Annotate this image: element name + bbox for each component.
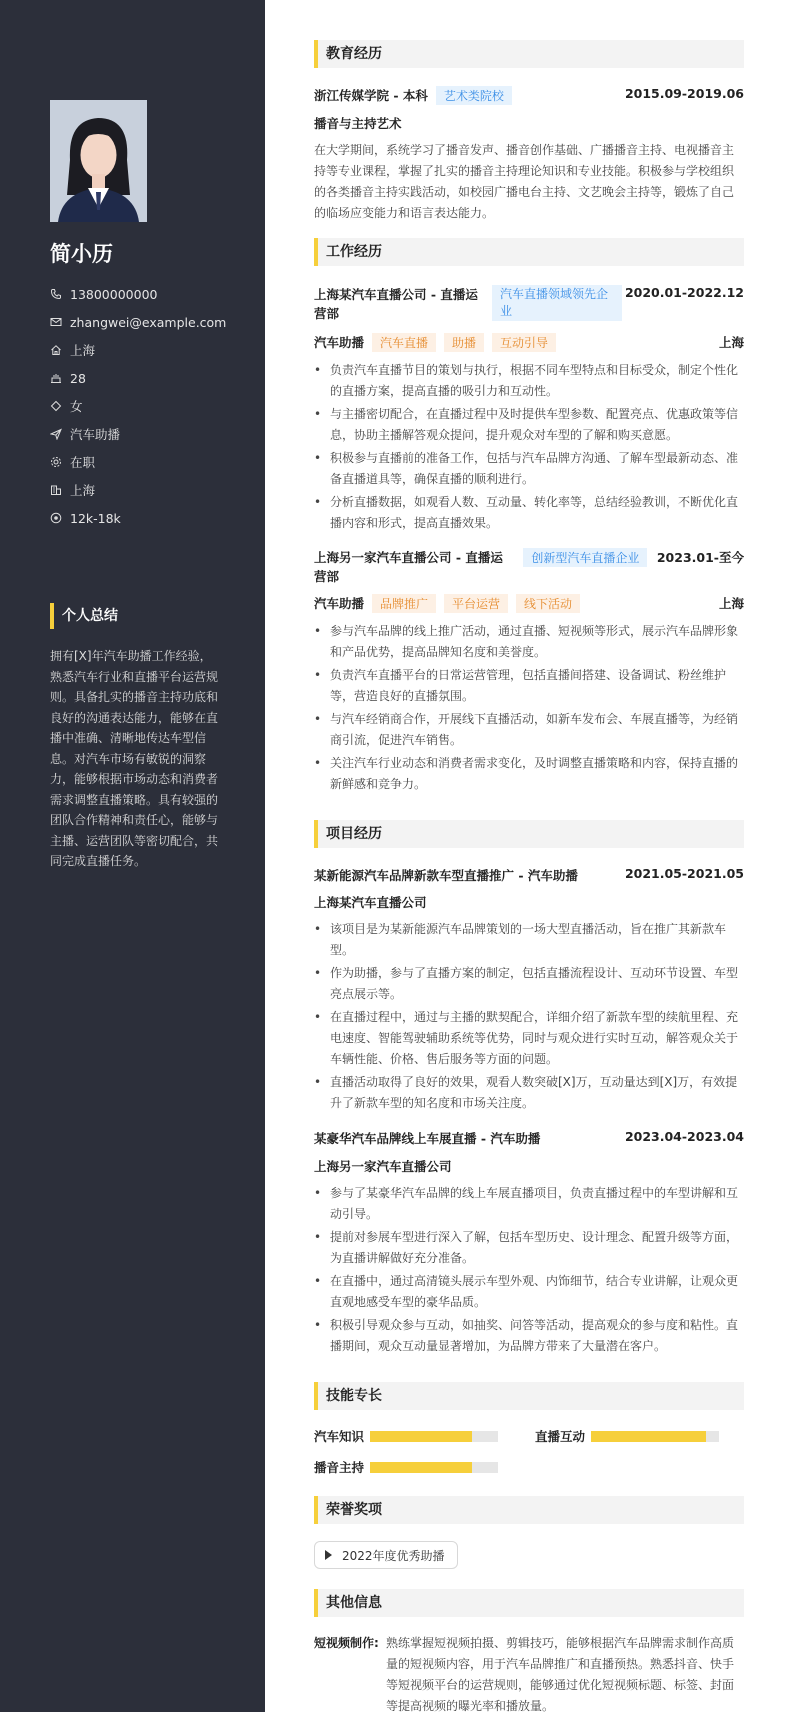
job-city: 上海 — [718, 335, 744, 350]
award-item — [314, 1541, 458, 1569]
project-company: 上海另一家汽车直播公司 — [314, 1159, 452, 1174]
job-role-row — [314, 594, 744, 613]
job-tag: 汽车直播 — [372, 333, 436, 352]
project-header — [314, 866, 744, 884]
info-position — [50, 420, 226, 448]
job-company: 上海另一家汽车直播公司 - 直播运营部 — [314, 550, 503, 584]
skill-item — [314, 1458, 364, 1476]
work-section-title: 工作经历 — [314, 238, 744, 266]
contact-info-list — [50, 280, 226, 532]
list-item: • 在直播过程中，通过与主播的默契配合，详细介绍了新款车型的续航里程、充电速度、智能驾驶辅助系统等优势，同时与观众进行实时互动，解答观众关于车辆性能、价格、售后服务等方面的问题。 — [314, 1007, 744, 1070]
info-status — [50, 448, 226, 476]
info-gender — [50, 392, 226, 420]
avatar-illustration — [50, 100, 147, 222]
project-company-row — [314, 1157, 744, 1175]
list-item: • 负责汽车直播节目的策划与执行，根据不同车型特点和目标受众，制定个性化的直播方案，提高直播的吸引力和互动性。 — [314, 360, 744, 402]
education-header — [314, 86, 744, 105]
list-item: • 负责汽车直播平台的日常运营管理，包括直播间搭建、设备调试、粉丝维护等，营造良好的直播氛围。 — [314, 665, 744, 707]
list-item: • 参与了某豪华汽车品牌的线上车展直播项目，负责直播过程中的车型讲解和互动引导。 — [314, 1183, 744, 1225]
candidate-name: 简小历 — [50, 242, 113, 266]
list-item: • 在直播中，通过高清镜头展示车型外观、内饰细节，结合专业讲解，让观众更直观地感受车型的豪华品质。 — [314, 1271, 744, 1313]
skill-bar — [591, 1431, 719, 1442]
project-company-row — [314, 893, 744, 911]
skill-item — [314, 1427, 364, 1445]
job-tag: 线下活动 — [516, 594, 580, 613]
job-date: 2023.01-至今 — [656, 550, 744, 565]
info-city — [50, 476, 226, 504]
other-section-title: 其他信息 — [314, 1589, 744, 1617]
info-age — [50, 364, 226, 392]
gender-text: 女 — [70, 399, 83, 414]
phone-icon — [50, 288, 62, 300]
other-text: 熟练掌握短视频拍摄、剪辑技巧，能够根据汽车品牌需求制作高质量的短视频内容，用于汽车品牌推广和直播预热。熟悉抖音、快手等短视频平台的运营规则，能够通过优化短视频标题、标签、封面等提高视频的曝光率和播放量。 — [386, 1636, 735, 1712]
city-text: 上海 — [70, 483, 96, 498]
list-item: • 与主播密切配合，在直播过程中及时提供车型参数、配置亮点、优惠政策等信息，协助主播解答观众提问，提升观众对车型的了解和购买意愿。 — [314, 404, 744, 446]
job-tag: 助播 — [444, 333, 484, 352]
salary-icon — [50, 512, 62, 524]
job-header — [314, 285, 744, 323]
summary-text: 拥有[X]年汽车助播工作经验，熟悉汽车行业和直播平台运营规则。具备扎实的播音主持功底和良好的沟通表达能力，能够在直播中准确、清晰地传达车型信息。对汽车市场有敏锐的洞察力，能够根据市场动态和消费者需求调整直播策略。具有较强的团队合作精神和责任心，能够与主播、运营团队等密切配合，共同完成直播任务。 — [50, 649, 219, 868]
phone-text: 13800000000 — [70, 286, 158, 302]
position-icon — [50, 428, 62, 440]
other-info-row — [314, 1633, 744, 1712]
project-bullets — [314, 1183, 744, 1359]
award-text: 2022年度优秀助播 — [342, 1548, 445, 1563]
age-text: 28 — [70, 370, 86, 386]
summary-title: 个人总结 — [50, 603, 118, 629]
job-tag: 平台运营 — [444, 594, 508, 613]
skill-name: 播音主持 — [314, 1460, 365, 1475]
play-icon — [325, 1550, 332, 1560]
info-home — [50, 336, 226, 364]
list-item: • 与汽车经销商合作，开展线下直播活动，如新车发布会、车展直播等，为经销商引流，促进汽车销售。 — [314, 709, 744, 751]
list-item: • 直播活动取得了良好的效果，观看人数突破[X]万，互动量达到[X]万，有效提升了新款车型的知名度和市场关注度。 — [314, 1072, 744, 1114]
info-phone — [50, 280, 226, 308]
skill-name: 直播互动 — [535, 1429, 586, 1444]
skill-bar-fill — [591, 1431, 706, 1442]
skill-bar — [370, 1431, 498, 1442]
job-date: 2020.01-2022.12 — [624, 285, 744, 300]
education-major: 播音与主持艺术 — [314, 116, 402, 131]
job-tag: 互动引导 — [492, 333, 556, 352]
job-tag: 品牌推广 — [372, 594, 436, 613]
job-city: 上海 — [718, 596, 744, 611]
education-date: 2015.09-2019.06 — [624, 86, 744, 101]
list-item: • 积极参与直播前的准备工作，包括与汽车品牌方沟通、了解车型最新动态、准备直播道具等，确保直播的顺利进行。 — [314, 448, 744, 490]
home-icon — [50, 344, 62, 356]
profile-photo — [50, 100, 147, 222]
job-header — [314, 548, 744, 586]
job-bullets — [314, 360, 744, 536]
project-name: 某新能源汽车品牌新款车型直播推广 - 汽车助播 — [314, 868, 578, 883]
skills-section-title: 技能专长 — [314, 1382, 744, 1410]
job-company-tag: 汽车直播领域领先企业 — [492, 285, 622, 321]
school-tag: 艺术类院校 — [436, 86, 512, 105]
project-bullets — [314, 919, 744, 1116]
position-text: 汽车助播 — [70, 427, 121, 442]
job-company-tag: 创新型汽车直播企业 — [523, 548, 647, 567]
info-email — [50, 308, 226, 336]
school-name: 浙江传媒学院 - 本科 — [314, 88, 428, 103]
job-company: 上海某汽车直播公司 - 直播运营部 — [314, 287, 478, 321]
list-item: • 提前对参展车型进行深入了解，包括车型历史、设计理念、配置升级等方面，为直播讲解做好充分准备。 — [314, 1227, 744, 1269]
list-item: • 关注汽车行业动态和消费者需求变化，及时调整直播策略和内容，保持直播的新鲜感和竞争力。 — [314, 753, 744, 795]
info-salary — [50, 504, 226, 532]
city-icon — [50, 484, 62, 496]
other-label: 短视频制作: — [314, 1636, 379, 1650]
status-icon — [50, 456, 62, 468]
job-role: 汽车助播 — [314, 596, 365, 611]
project-header — [314, 1129, 744, 1147]
project-date: 2023.04-2023.04 — [624, 1129, 744, 1144]
age-icon — [50, 372, 62, 384]
list-item: • 该项目是为某新能源汽车品牌策划的一场大型直播活动，旨在推广其新款车型。 — [314, 919, 744, 961]
project-company: 上海某汽车直播公司 — [314, 895, 427, 910]
home-text: 上海 — [70, 343, 96, 358]
list-item: • 参与汽车品牌的线上推广活动，通过直播、短视频等形式，展示汽车品牌形象和产品优势，提高品牌知名度和美誉度。 — [314, 621, 744, 663]
project-name: 某豪华汽车品牌线上车展直播 - 汽车助播 — [314, 1131, 541, 1146]
job-role: 汽车助播 — [314, 335, 365, 350]
education-description: 在大学期间，系统学习了播音发声、播音创作基础、广播播音主持、电视播音主持等专业课程，掌握了扎实的播音主持理论知识和专业技能。积极参与学校组织的各类播音主持实践活动，如校园广播电台主持、文艺晚会主持等，锻炼了自己的临场应变能力和语言表达能力。 — [314, 143, 735, 220]
job-bullets — [314, 621, 744, 797]
mail-icon — [50, 316, 62, 328]
skill-bar-fill — [370, 1462, 472, 1473]
list-item: • 作为助播，参与了直播方案的制定，包括直播流程设计、互动环节设置、车型亮点展示等。 — [314, 963, 744, 1005]
skill-bar-fill — [370, 1431, 472, 1442]
job-role-row — [314, 333, 744, 352]
sidebar — [0, 0, 265, 1712]
education-major-row — [314, 114, 744, 132]
gender-icon — [50, 400, 62, 412]
education-section-title: 教育经历 — [314, 40, 744, 68]
awards-section-title: 荣誉奖项 — [314, 1496, 744, 1524]
skill-bar — [370, 1462, 498, 1473]
list-item: • 积极引导观众参与互动，如抽奖、问答等活动，提高观众的参与度和粘性。直播期间，观众互动量显著增加，为品牌方带来了大量潜在客户。 — [314, 1315, 744, 1357]
email-text: zhangwei@example.com — [70, 314, 227, 330]
skill-name: 汽车知识 — [314, 1429, 365, 1444]
skill-item — [535, 1427, 585, 1445]
salary-text: 12k-18k — [70, 510, 121, 526]
projects-section-title: 项目经历 — [314, 820, 744, 848]
status-text: 在职 — [70, 455, 96, 470]
project-date: 2021.05-2021.05 — [624, 866, 744, 881]
list-item: • 分析直播数据，如观看人数、互动量、转化率等，总结经验教训，不断优化直播内容和形式，提高直播效果。 — [314, 492, 744, 534]
